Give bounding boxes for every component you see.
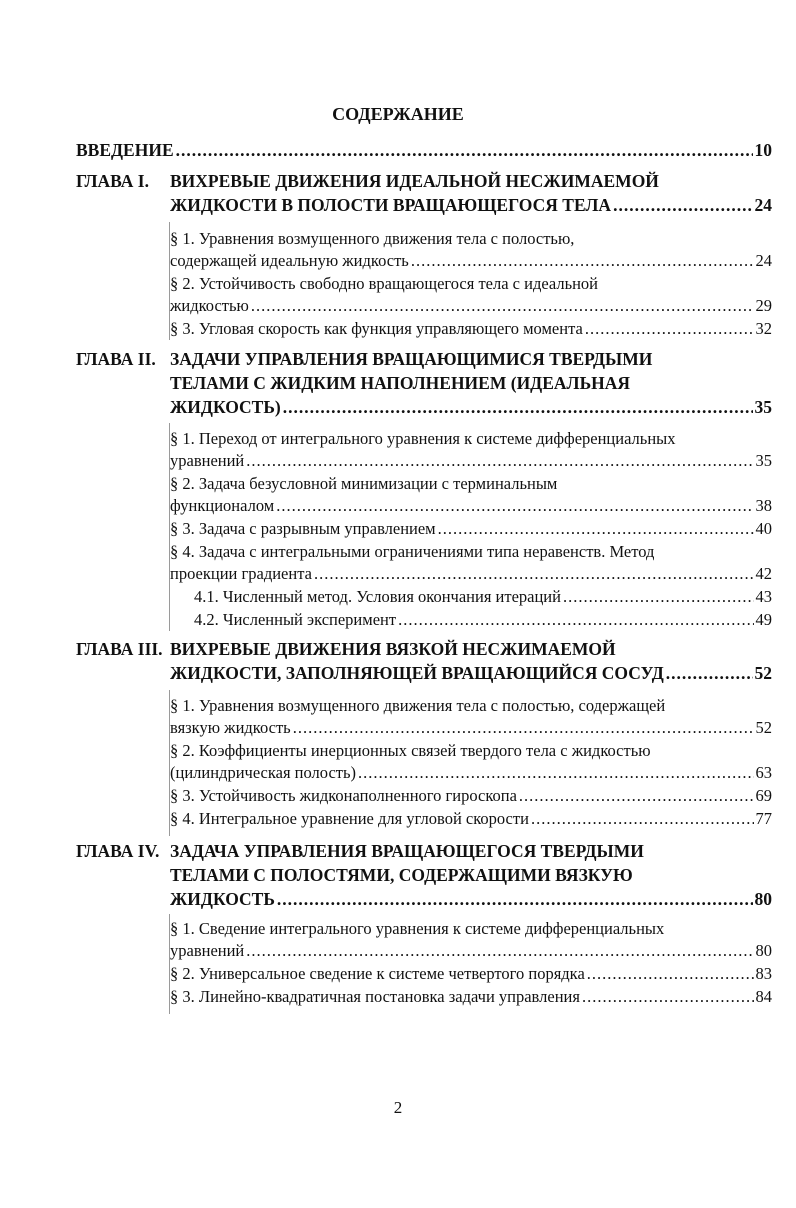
chapter-2-label: ГЛАВА II. xyxy=(76,349,156,369)
toc-entry-ch4-section-2[interactable]: § 2. Универсальное сведение к системе четвертого порядка ..... 83 xyxy=(170,963,772,985)
leader-dots xyxy=(283,396,753,418)
page-number: 2 xyxy=(393,1098,403,1117)
toc-entry-chapter-4[interactable]: ЖИДКОСТЬ ..... 80 xyxy=(170,888,772,910)
toc-entry-ch2-section-2[interactable]: функционалом ..... 38 xyxy=(170,495,772,517)
page-ref: 63 xyxy=(755,763,772,782)
toc-entry-ch2-subsection-4-1[interactable]: 4.1. Численный метод. Условия окончания итераций ..... 43 xyxy=(194,586,772,608)
toc-entry-ch1-section-2[interactable]: жидкостью ..... 29 xyxy=(170,295,772,317)
leader-dots xyxy=(251,295,754,317)
page-ref: 10 xyxy=(754,140,772,160)
page-ref: 35 xyxy=(755,451,772,470)
leader-dots xyxy=(585,318,754,340)
chapter-4-title-line1: ЗАДАЧА УПРАВЛЕНИЯ ВРАЩАЮЩЕГОСЯ ТВЕРДЫМИ xyxy=(170,841,644,861)
toc-entry-chapter-3[interactable]: ЖИДКОСТИ, ЗАПОЛНЯЮЩЕЙ ВРАЩАЮЩИЙСЯ СОСУД ..... 52 xyxy=(170,662,772,684)
leader-dots xyxy=(582,986,754,1008)
page-title: СОДЕРЖАНИЕ xyxy=(332,104,464,124)
page-ref: 38 xyxy=(755,496,772,515)
page-ref: 52 xyxy=(754,663,772,683)
ch2-section-2-line1: § 2. Задача безусловной минимизации с терминальным xyxy=(170,474,558,493)
chapter-1-title-line1: ВИХРЕВЫЕ ДВИЖЕНИЯ ИДЕАЛЬНОЙ НЕСЖИМАЕМОЙ xyxy=(170,171,659,191)
leader-dots xyxy=(666,662,753,684)
leader-dots xyxy=(314,563,754,585)
toc-entry-ch4-section-1[interactable]: уравнений ..... 80 xyxy=(170,940,772,962)
page-ref: 52 xyxy=(755,718,772,737)
toc-entry-ch3-section-3[interactable]: § 3. Устойчивость жидконаполненного гироскопа ..... 69 xyxy=(170,785,772,807)
toc-entry-chapter-1[interactable]: ЖИДКОСТИ В ПОЛОСТИ ВРАЩАЮЩЕГОСЯ ТЕЛА ..... 24 xyxy=(170,194,772,216)
ch4-section-1-line1: § 1. Сведение интегрального уравнения к системе дифференциальных xyxy=(170,919,665,938)
toc-entry-ch3-section-1[interactable]: вязкую жидкость ..... 52 xyxy=(170,717,772,739)
ch3-section-2-line1: § 2. Коэффициенты инерционных связей твердого тела с жидкостью xyxy=(170,741,651,760)
leader-dots xyxy=(358,762,754,784)
leader-dots xyxy=(531,808,754,830)
toc-entry-intro[interactable]: ВВЕДЕНИЕ ..... 10 xyxy=(76,139,772,161)
toc-entry-ch2-section-3[interactable]: § 3. Задача с разрывным управлением ..... 40 xyxy=(170,518,772,540)
page-ref: 49 xyxy=(755,610,772,629)
leader-dots xyxy=(398,609,753,631)
chapter-2-title-line1: ЗАДАЧИ УПРАВЛЕНИЯ ВРАЩАЮЩИМИСЯ ТВЕРДЫМИ xyxy=(170,349,653,369)
page-ref: 77 xyxy=(755,809,772,828)
leader-dots xyxy=(613,194,752,216)
page-ref: 43 xyxy=(755,587,772,606)
toc-entry-ch1-section-1[interactable]: содержащей идеальную жидкость ..... 24 xyxy=(170,250,772,272)
page-ref: 29 xyxy=(755,296,772,315)
chapter-1-label: ГЛАВА I. xyxy=(76,171,149,191)
page-ref: 83 xyxy=(755,964,772,983)
ch1-section-1-line1: § 1. Уравнения возмущенного движения тела с полостью, xyxy=(170,229,575,248)
ch3-section-1-line1: § 1. Уравнения возмущенного движения тела с полостью, содержащей xyxy=(170,696,666,715)
page-ref: 24 xyxy=(754,195,772,215)
page-ref: 40 xyxy=(755,519,772,538)
toc-entry-ch2-section-1[interactable]: уравнений ..... 35 xyxy=(170,450,772,472)
page-ref: 69 xyxy=(755,786,772,805)
leader-dots xyxy=(438,518,754,540)
ch1-section-2-line1: § 2. Устойчивость свободно вращающегося тела с идеальной xyxy=(170,274,599,293)
toc-entry-chapter-2[interactable]: ЖИДКОСТЬ) ..... 35 xyxy=(170,396,772,418)
chapter-2-title-line2: ТЕЛАМИ С ЖИДКИМ НАПОЛНЕНИЕМ (ИДЕАЛЬНАЯ xyxy=(170,373,631,393)
page-ref: 32 xyxy=(755,319,772,338)
chapter-4-label: ГЛАВА IV. xyxy=(76,841,160,861)
leader-dots xyxy=(276,495,753,517)
page-ref: 80 xyxy=(755,941,772,960)
page-ref: 80 xyxy=(754,889,772,909)
page-ref: 42 xyxy=(755,564,772,583)
leader-dots xyxy=(246,940,753,962)
toc-entry-ch4-section-3[interactable]: § 3. Линейно-квадратичная постановка задачи управления ..... 84 xyxy=(170,986,772,1008)
toc-entry-ch3-section-4[interactable]: § 4. Интегральное уравнение для угловой скорости ..... 77 xyxy=(170,808,772,830)
page-ref: 24 xyxy=(755,251,772,270)
page-ref: 35 xyxy=(754,397,772,417)
leader-dots xyxy=(246,450,753,472)
chapter-3-label: ГЛАВА III. xyxy=(76,639,163,659)
leader-dots xyxy=(519,785,754,807)
leader-dots xyxy=(563,586,754,608)
ch2-section-4-line1: § 4. Задача с интегральными ограничениями типа неравенств. Метод xyxy=(170,542,655,561)
toc-entry-ch1-section-3[interactable]: § 3. Угловая скорость как функция управляющего момента ..... 32 xyxy=(170,318,772,340)
toc-entry-ch3-section-2[interactable]: (цилиндрическая полость) ..... 63 xyxy=(170,762,772,784)
page-ref: 84 xyxy=(755,987,772,1006)
leader-dots xyxy=(293,717,754,739)
leader-dots xyxy=(277,888,753,910)
leader-dots xyxy=(587,963,754,985)
toc-entry-ch2-subsection-4-2[interactable]: 4.2. Численный эксперимент ..... 49 xyxy=(194,609,772,631)
leader-dots xyxy=(176,139,753,161)
ch2-section-1-line1: § 1. Переход от интегрального уравнения к системе дифференциальных xyxy=(170,429,676,448)
toc-entry-ch2-section-4[interactable]: проекции градиента ..... 42 xyxy=(170,563,772,585)
leader-dots xyxy=(411,250,754,272)
chapter-3-title-line1: ВИХРЕВЫЕ ДВИЖЕНИЯ ВЯЗКОЙ НЕСЖИМАЕМОЙ xyxy=(170,639,616,659)
chapter-4-title-line2: ТЕЛАМИ С ПОЛОСТЯМИ, СОДЕРЖАЩИМИ ВЯЗКУЮ xyxy=(170,865,633,885)
